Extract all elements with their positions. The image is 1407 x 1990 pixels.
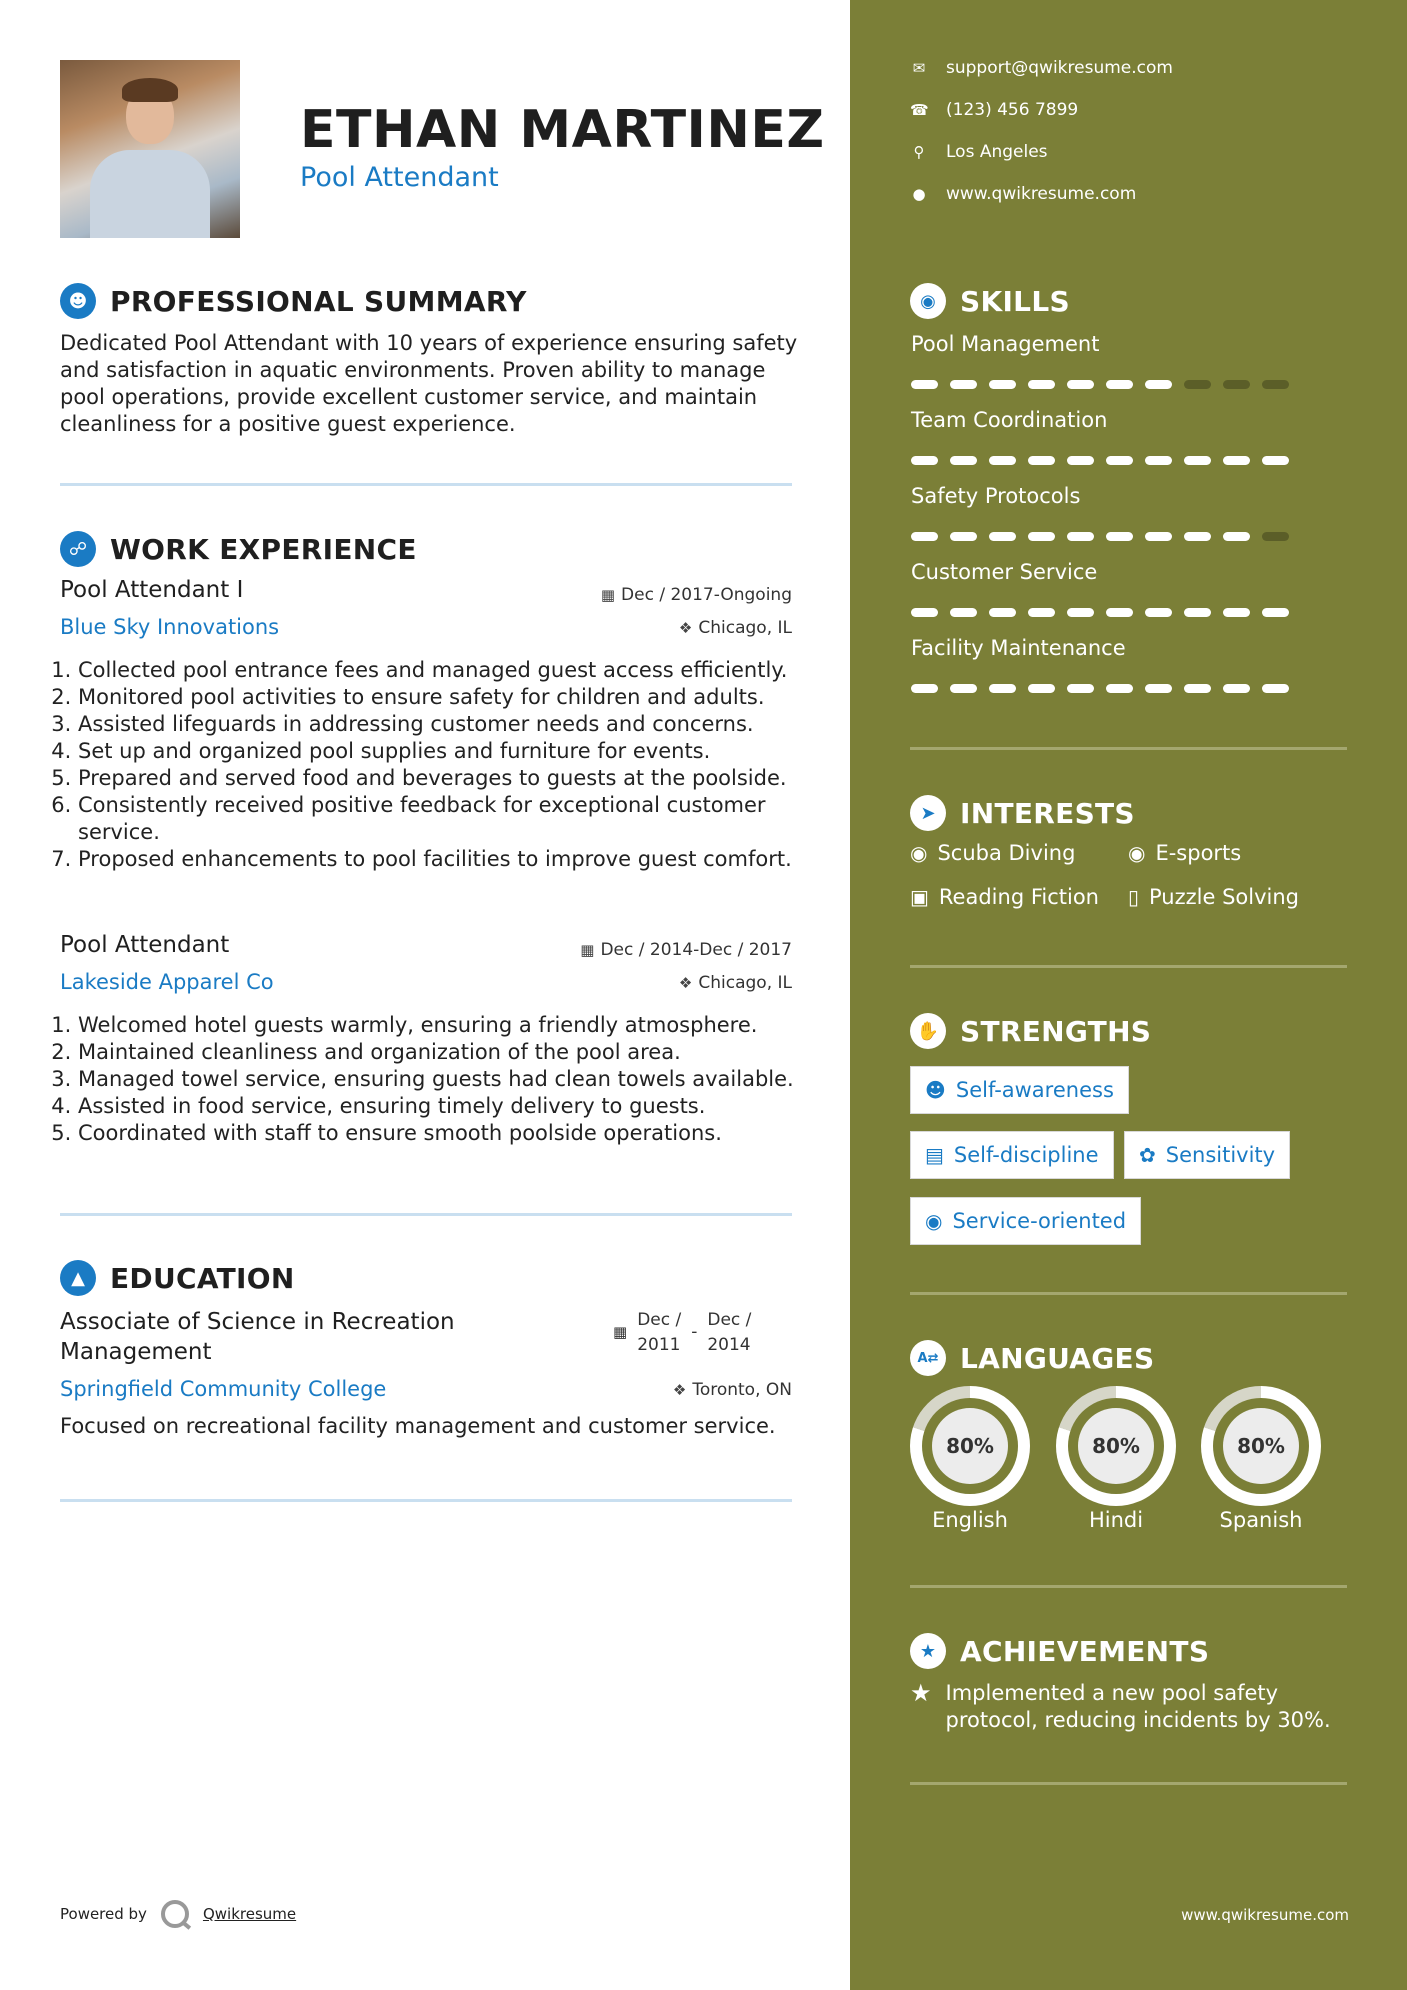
language-progress-ring bbox=[1056, 1386, 1176, 1506]
achievement-item: ★ Implemented a new pool safety protocol, reducing incidents by 30%. bbox=[910, 1679, 1331, 1732]
skill-level-segment bbox=[1028, 532, 1055, 541]
user-circle-icon: ☻ bbox=[925, 1078, 946, 1102]
skill-level-segment bbox=[1223, 456, 1250, 465]
skill-level-segment bbox=[1145, 380, 1172, 389]
skill-level-segment bbox=[989, 532, 1016, 541]
skill-level-segment bbox=[1184, 456, 1211, 465]
job-responsibilities bbox=[60, 657, 818, 873]
lifebuoy-icon: ◉ bbox=[1128, 841, 1146, 865]
skill-level-bar bbox=[911, 380, 1289, 389]
job-responsibilities bbox=[60, 1012, 818, 1147]
skill-level-segment bbox=[911, 380, 938, 389]
school: Springfield Community College bbox=[60, 1377, 387, 1401]
skill-level-segment bbox=[1145, 532, 1172, 541]
degree: Associate of Science in Recreation Management bbox=[60, 1309, 455, 1365]
job-dates: ▦ Dec / 2014-Dec / 2017 bbox=[580, 940, 792, 960]
pin-icon: ❖ bbox=[678, 974, 693, 992]
skill-level-bar bbox=[911, 456, 1289, 465]
contact-location: ⚲ Los Angeles bbox=[910, 142, 1048, 162]
lifebuoy-icon: ◉ bbox=[925, 1209, 943, 1233]
list-item: 3. Assisted lifeguards in addressing customer needs and concerns. bbox=[78, 711, 818, 738]
profile-photo bbox=[60, 60, 240, 238]
list-item: 5. Coordinated with staff to ensure smooth poolside operations. bbox=[78, 1120, 818, 1147]
powered-by bbox=[60, 1900, 296, 1928]
skill-level-segment bbox=[1184, 684, 1211, 693]
skill-name: Pool Management bbox=[911, 332, 1100, 356]
skill-level-segment bbox=[1145, 608, 1172, 617]
job-title: Pool Attendant I bbox=[60, 577, 244, 603]
divider bbox=[910, 965, 1347, 968]
language-name: Spanish bbox=[1219, 1508, 1303, 1532]
brand-link[interactable]: Qwikresume bbox=[202, 1905, 297, 1923]
candidate-role: Pool Attendant bbox=[300, 162, 499, 193]
language-item bbox=[1201, 1386, 1321, 1532]
list-item: 4. Assisted in food service, ensuring timely delivery to guests. bbox=[78, 1093, 818, 1120]
skill-level-segment bbox=[1262, 684, 1289, 693]
interests-heading bbox=[910, 795, 1135, 831]
paper-plane-icon: ➤ bbox=[910, 795, 946, 831]
education-heading bbox=[60, 1260, 295, 1296]
user-icon: ☻ bbox=[60, 283, 96, 319]
skill-level-segment bbox=[1184, 532, 1211, 541]
skill-level-segment bbox=[950, 532, 977, 541]
list-item: 5. Prepared and served food and beverages to guests at the poolside. bbox=[78, 765, 818, 792]
skill-level-segment bbox=[1106, 684, 1133, 693]
briefcase-icon: ☍ bbox=[60, 531, 96, 567]
skill-level-segment bbox=[989, 608, 1016, 617]
skill-name: Customer Service bbox=[911, 560, 1098, 584]
skill-name: Team Coordination bbox=[911, 408, 1108, 432]
language-percent: 80% bbox=[1078, 1408, 1154, 1484]
skill-level-segment bbox=[1067, 456, 1094, 465]
powered-by-label: Powered by bbox=[60, 1905, 147, 1923]
list-item: 4. Set up and organized pool supplies and furniture for events. bbox=[78, 738, 818, 765]
skill-level-segment bbox=[1106, 380, 1133, 389]
skill-level-segment bbox=[1106, 532, 1133, 541]
skill-level-segment bbox=[950, 684, 977, 693]
fist-icon: ✋ bbox=[910, 1013, 946, 1049]
leaf-icon: ✿ bbox=[1139, 1143, 1156, 1167]
languages-title: LANGUAGES bbox=[960, 1341, 1155, 1375]
job-location: ❖ Chicago, IL bbox=[678, 618, 792, 638]
language-item bbox=[910, 1386, 1030, 1532]
skill-name: Safety Protocols bbox=[911, 484, 1081, 508]
job-company: Blue Sky Innovations bbox=[60, 615, 280, 639]
education-title: EDUCATION bbox=[110, 1261, 295, 1295]
job-title: Pool Attendant bbox=[60, 932, 230, 958]
achievements-title: ACHIEVEMENTS bbox=[960, 1634, 1210, 1668]
calendar-icon: ▦ bbox=[600, 586, 616, 604]
skill-level-segment bbox=[1223, 608, 1250, 617]
divider bbox=[60, 1499, 792, 1502]
education-dates: ▦ Dec / 2011 - Dec / 2014 bbox=[613, 1308, 751, 1358]
skill-level-segment bbox=[1145, 684, 1172, 693]
skill-level-segment bbox=[911, 456, 938, 465]
skill-level-segment bbox=[1184, 608, 1211, 617]
skill-level-segment bbox=[989, 456, 1016, 465]
skill-level-segment bbox=[1223, 380, 1250, 389]
language-name: Hindi bbox=[1088, 1508, 1144, 1532]
language-item bbox=[1056, 1386, 1176, 1532]
list-item: 6. Consistently received positive feedback for exceptional customer service. bbox=[78, 792, 818, 846]
lock-icon: ▤ bbox=[925, 1143, 944, 1167]
candidate-name: ETHAN MARTINEZ bbox=[300, 100, 825, 160]
language-name: English bbox=[932, 1508, 1008, 1532]
strength-chip: ✿ Sensitivity bbox=[1124, 1131, 1290, 1179]
language-progress-ring bbox=[910, 1386, 1030, 1506]
contact-website[interactable]: ● www.qwikresume.com bbox=[910, 184, 1136, 204]
qwikresume-logo-icon bbox=[161, 1900, 189, 1928]
skill-level-segment bbox=[1106, 456, 1133, 465]
contact-phone: ☎ (123) 456 7899 bbox=[910, 100, 1079, 120]
summary-text: Dedicated Pool Attendant with 10 years of experience ensuring safety and satisfaction in aquatic environments. Proven ability to manage pool operations, provide excellent customer service, and maintain cleanliness for a positive guest experience. bbox=[60, 331, 798, 436]
strength-chip: ◉ Service-oriented bbox=[910, 1197, 1141, 1245]
skill-level-segment bbox=[1223, 684, 1250, 693]
list-item: 7. Proposed enhancements to pool facilities to improve guest comfort. bbox=[78, 846, 818, 873]
skill-level-segment bbox=[950, 608, 977, 617]
globe-icon: ● bbox=[912, 185, 926, 203]
education-location: ❖ Toronto, ON bbox=[672, 1380, 792, 1400]
job-company: Lakeside Apparel Co bbox=[60, 970, 274, 994]
list-item: 2. Maintained cleanliness and organization of the pool area. bbox=[78, 1039, 818, 1066]
translate-icon: A⇄ bbox=[910, 1340, 946, 1376]
fast-star-icon: ★ bbox=[910, 1679, 932, 1707]
gamepad-icon: ▣ bbox=[910, 885, 929, 909]
skill-level-segment bbox=[911, 608, 938, 617]
skill-level-segment bbox=[950, 456, 977, 465]
strengths-title: STRENGTHS bbox=[960, 1014, 1152, 1048]
skill-level-segment bbox=[1262, 456, 1289, 465]
skill-level-segment bbox=[1028, 456, 1055, 465]
language-percent: 80% bbox=[1223, 1408, 1299, 1484]
divider bbox=[60, 1213, 792, 1216]
skill-level-segment bbox=[1145, 456, 1172, 465]
calendar-icon: ▦ bbox=[613, 1323, 628, 1341]
skill-level-segment bbox=[911, 532, 938, 541]
experience-title: WORK EXPERIENCE bbox=[110, 532, 417, 566]
strength-chip: ▤ Self-discipline bbox=[910, 1131, 1114, 1179]
skill-level-bar bbox=[911, 684, 1289, 693]
skill-level-segment bbox=[1067, 532, 1094, 541]
interest-item: ◉ Scuba Diving bbox=[910, 841, 1076, 865]
skill-level-segment bbox=[1223, 532, 1250, 541]
divider bbox=[910, 1292, 1347, 1295]
skill-level-bar bbox=[911, 532, 1289, 541]
experience-heading bbox=[60, 531, 417, 567]
skill-level-segment bbox=[1067, 608, 1094, 617]
divider bbox=[910, 747, 1347, 750]
skill-level-segment bbox=[950, 380, 977, 389]
skill-level-segment bbox=[1028, 608, 1055, 617]
phone-icon: ☎ bbox=[910, 101, 929, 119]
skill-level-segment bbox=[1262, 380, 1289, 389]
book-icon: ▯ bbox=[1128, 885, 1140, 909]
divider bbox=[910, 1585, 1347, 1588]
summary-heading bbox=[60, 283, 527, 319]
pin-icon: ❖ bbox=[672, 1381, 687, 1399]
skill-name: Facility Maintenance bbox=[911, 636, 1126, 660]
divider bbox=[60, 483, 792, 486]
job-location: ❖ Chicago, IL bbox=[678, 973, 792, 993]
skill-level-segment bbox=[1067, 684, 1094, 693]
divider bbox=[910, 1782, 1347, 1785]
summary-title: PROFESSIONAL SUMMARY bbox=[110, 284, 527, 318]
languages-heading bbox=[910, 1340, 1154, 1376]
map-marker-icon: ⚲ bbox=[913, 143, 925, 161]
language-percent: 80% bbox=[932, 1408, 1008, 1484]
graduation-icon: ▲ bbox=[60, 1260, 96, 1296]
skill-level-segment bbox=[1106, 608, 1133, 617]
achievements-heading bbox=[910, 1633, 1209, 1669]
skill-level-segment bbox=[1028, 684, 1055, 693]
language-progress-ring bbox=[1201, 1386, 1321, 1506]
education-description: Focused on recreational facility management and customer service. bbox=[60, 1414, 776, 1438]
strengths-heading bbox=[910, 1013, 1151, 1049]
skills-title: SKILLS bbox=[960, 284, 1070, 318]
skill-level-segment bbox=[1028, 380, 1055, 389]
interest-item: ▯ Puzzle Solving bbox=[1128, 885, 1300, 909]
footer-website[interactable]: www.qwikresume.com bbox=[1181, 1906, 1349, 1924]
contact-email[interactable]: ✉ support@qwikresume.com bbox=[910, 58, 1173, 78]
pin-icon: ❖ bbox=[678, 619, 693, 637]
lifebuoy-icon: ◉ bbox=[910, 841, 928, 865]
list-item: 1. Welcomed hotel guests warmly, ensuring a friendly atmosphere. bbox=[78, 1012, 818, 1039]
skill-level-segment bbox=[989, 380, 1016, 389]
list-item: 1. Collected pool entrance fees and managed guest access efficiently. bbox=[78, 657, 818, 684]
list-item: 2. Monitored pool activities to ensure safety for children and adults. bbox=[78, 684, 818, 711]
star-badge-icon: ★ bbox=[910, 1633, 946, 1669]
skill-level-segment bbox=[911, 684, 938, 693]
strength-chip: ☻ Self-awareness bbox=[910, 1066, 1129, 1114]
skills-heading bbox=[910, 283, 1070, 319]
envelope-icon: ✉ bbox=[912, 59, 926, 77]
calendar-icon: ▦ bbox=[580, 941, 595, 959]
list-item: 3. Managed towel service, ensuring guests had clean towels available. bbox=[78, 1066, 818, 1093]
skill-level-segment bbox=[1262, 608, 1289, 617]
interest-item: ◉ E-sports bbox=[1128, 841, 1242, 865]
skill-level-segment bbox=[1184, 380, 1211, 389]
job-dates: ▦ Dec / 2017-Ongoing bbox=[600, 585, 792, 605]
interest-item: ▣ Reading Fiction bbox=[910, 885, 1099, 909]
lightbulb-icon: ◉ bbox=[910, 283, 946, 319]
skill-level-segment bbox=[1262, 532, 1289, 541]
skill-level-segment bbox=[989, 684, 1016, 693]
interests-title: INTERESTS bbox=[960, 796, 1135, 830]
skill-level-segment bbox=[1067, 380, 1094, 389]
skill-level-bar bbox=[911, 608, 1289, 617]
